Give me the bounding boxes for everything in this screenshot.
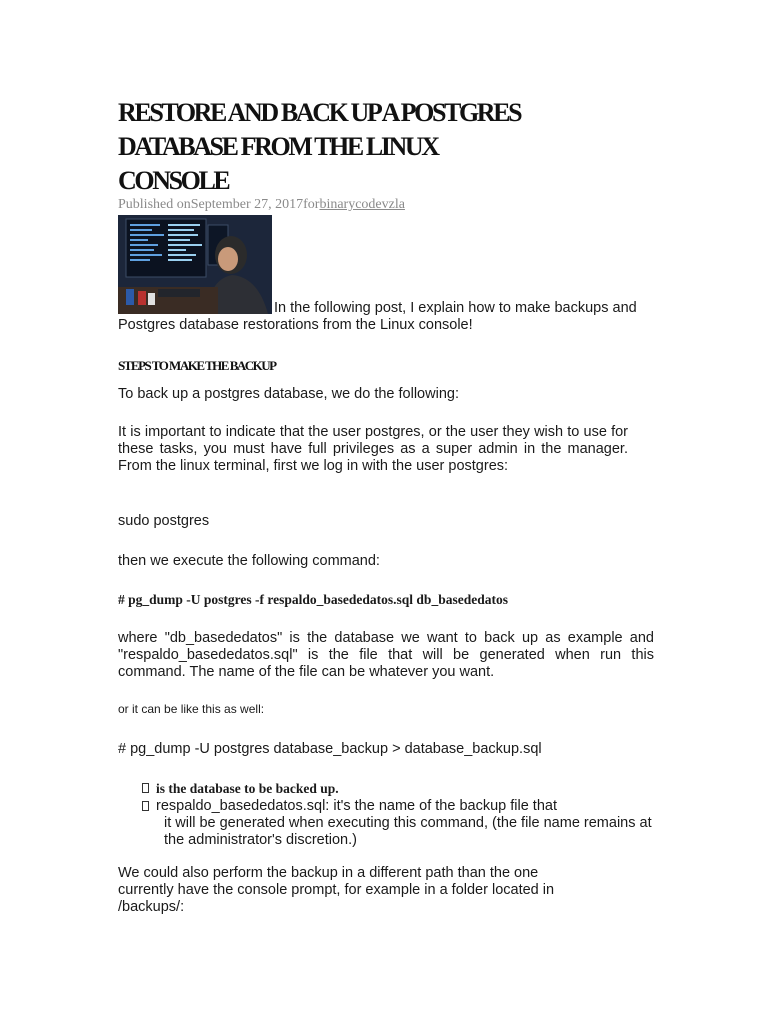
sudo-command-text: sudo postgres [118, 513, 210, 529]
pg-dump-command: # pg_dump -U postgres -f respaldo_basededatos.sql db_basededatos [118, 592, 508, 607]
backup-intro-text: To back up a postgres database, we do the following: [118, 386, 459, 402]
bullet-list [142, 780, 672, 849]
missing-glyph-icon [142, 801, 149, 811]
intro-paragraph: In the following post, I explain how to make backups and Postgres database restorations from the Linux console! [118, 300, 637, 333]
list-item: respaldo_basededatos.sql: it's the name of the backup file that it will be generated when executing this command, (the file name remains at the administrator's discretion.) [142, 798, 672, 849]
author-link[interactable]: binarycodevzla [319, 197, 405, 212]
article-title: RESTORE AND BACK UP A POSTGRES DATABASE FROM THE LINUX CONSOLE [118, 98, 521, 195]
privileges-paragraph: It is important to indicate that the user postgres, or the user they wish to use for these tasks, you must have full privileges as a super admin in the manager. From the linux terminal, first we log in with the user postgres: [118, 424, 628, 474]
missing-glyph-icon [142, 783, 149, 793]
alternative-note: or it can be like this as well: [118, 702, 265, 716]
pg-dump-alt-command: # pg_dump -U postgres database_backup > database_backup.sql [118, 741, 542, 757]
list-item: is the database to be backed up. [142, 780, 672, 797]
published-label: Published on [118, 197, 191, 212]
publish-date: September 27, 2017 [190, 197, 304, 212]
execute-command-text: then we execute the following command: [118, 553, 380, 569]
section-heading: STEPS TO MAKE THE BACKUP [118, 358, 276, 373]
where-paragraph: where "db_basededatos" is the database we want to back up as example and "respaldo_basededatos.sql" is the file that will be generated when run this command. The name of the file can be whatever you want. [118, 630, 654, 680]
by-label: for [303, 197, 320, 212]
backup-path-paragraph: We could also perform the backup in a different path than the one currently have the console prompt, for example in a folder located in /backups/: [118, 865, 555, 915]
article-meta [118, 197, 435, 213]
